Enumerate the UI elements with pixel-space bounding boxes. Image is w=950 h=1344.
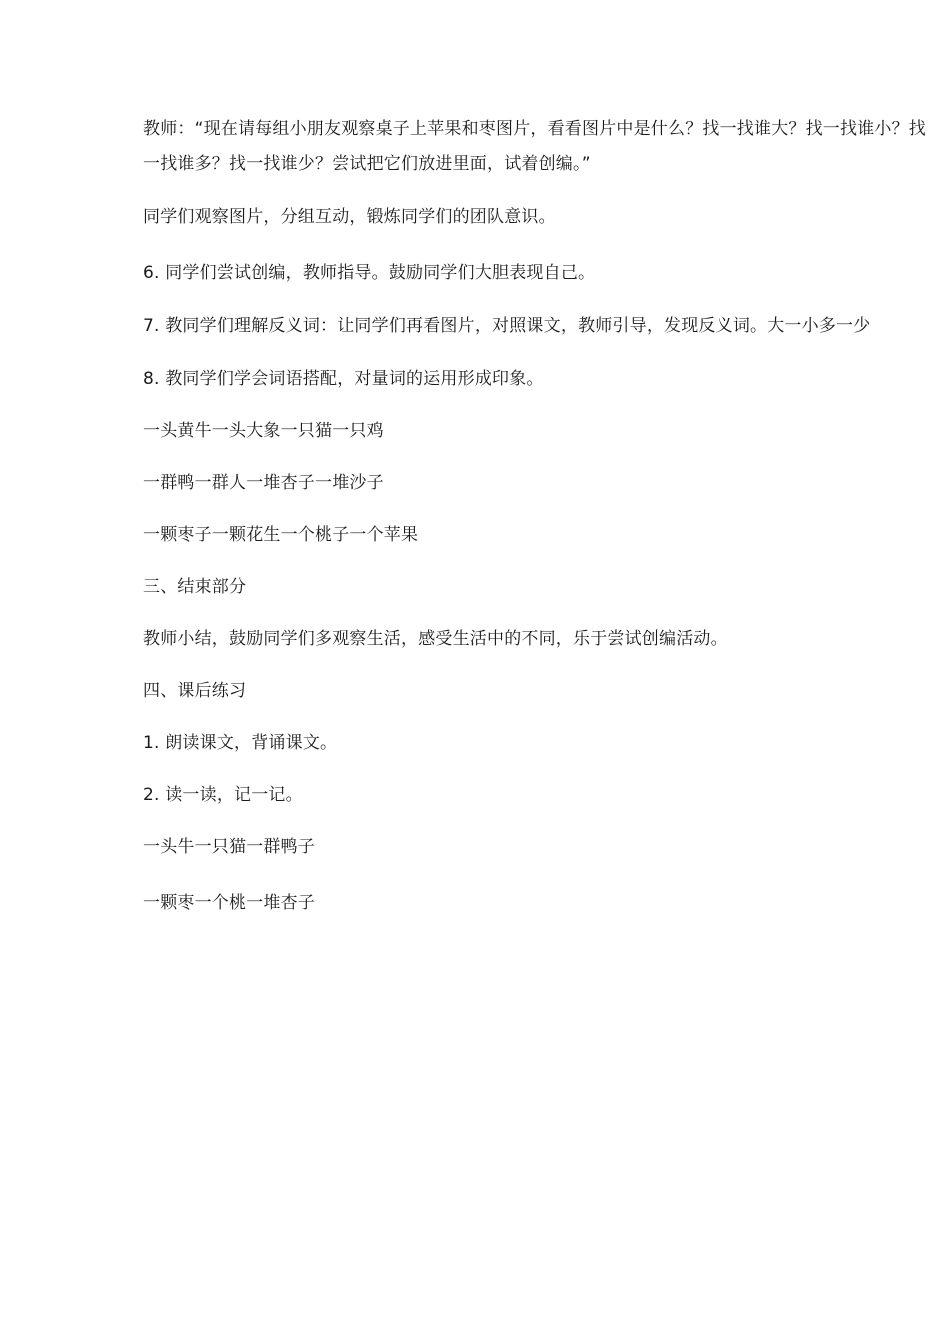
paragraph-measure-words-1: 一头黄牛一头大象一只猫一只鸡 [143,421,384,441]
paragraph-homework-2: 2. 读一读，记一记。 [143,785,303,805]
paragraph-step-6: 6. 同学们尝试创编，教师指导。鼓励同学们大胆表现自己。 [143,263,596,283]
paragraph-review-words-1: 一头牛一只猫一群鸭子 [143,837,315,857]
paragraph-measure-words-3: 一颗枣子一颗花生一个桃子一个苹果 [143,525,419,545]
section-heading-conclusion: 三、结束部分 [143,577,247,597]
document-body [143,112,933,921]
paragraph-step-8: 8. 教同学们学会词语搭配，对量词的运用形成印象。 [143,369,544,389]
paragraph-measure-words-2: 一群鸭一群人一堆杏子一堆沙子 [143,473,384,493]
paragraph-step-7: 7. 教同学们理解反义词：让同学们再看图片，对照课文，教师引导，发现反义词。大一小多一少 [143,316,871,336]
section-heading-homework: 四、课后练习 [143,681,247,701]
paragraph-review-words-2: 一颗枣一个桃一堆杏子 [143,893,315,913]
paragraph-homework-1: 1. 朗读课文，背诵课文。 [143,733,338,753]
paragraph-teacher-instruction: 教师：“现在请每组小朋友观察桌子上苹果和枣图片，看看图片中是什么？找一找谁大？找一找谁小？找一找谁多？找一找谁少？尝试把它们放进里面，试着创编。” [143,119,927,174]
paragraph-teacher-summary: 教师小结，鼓励同学们多观察生活，感受生活中的不同，乐于尝试创编活动。 [143,629,728,649]
paragraph-group-observation: 同学们观察图片，分组互动，锻炼同学们的团队意识。 [143,207,556,227]
